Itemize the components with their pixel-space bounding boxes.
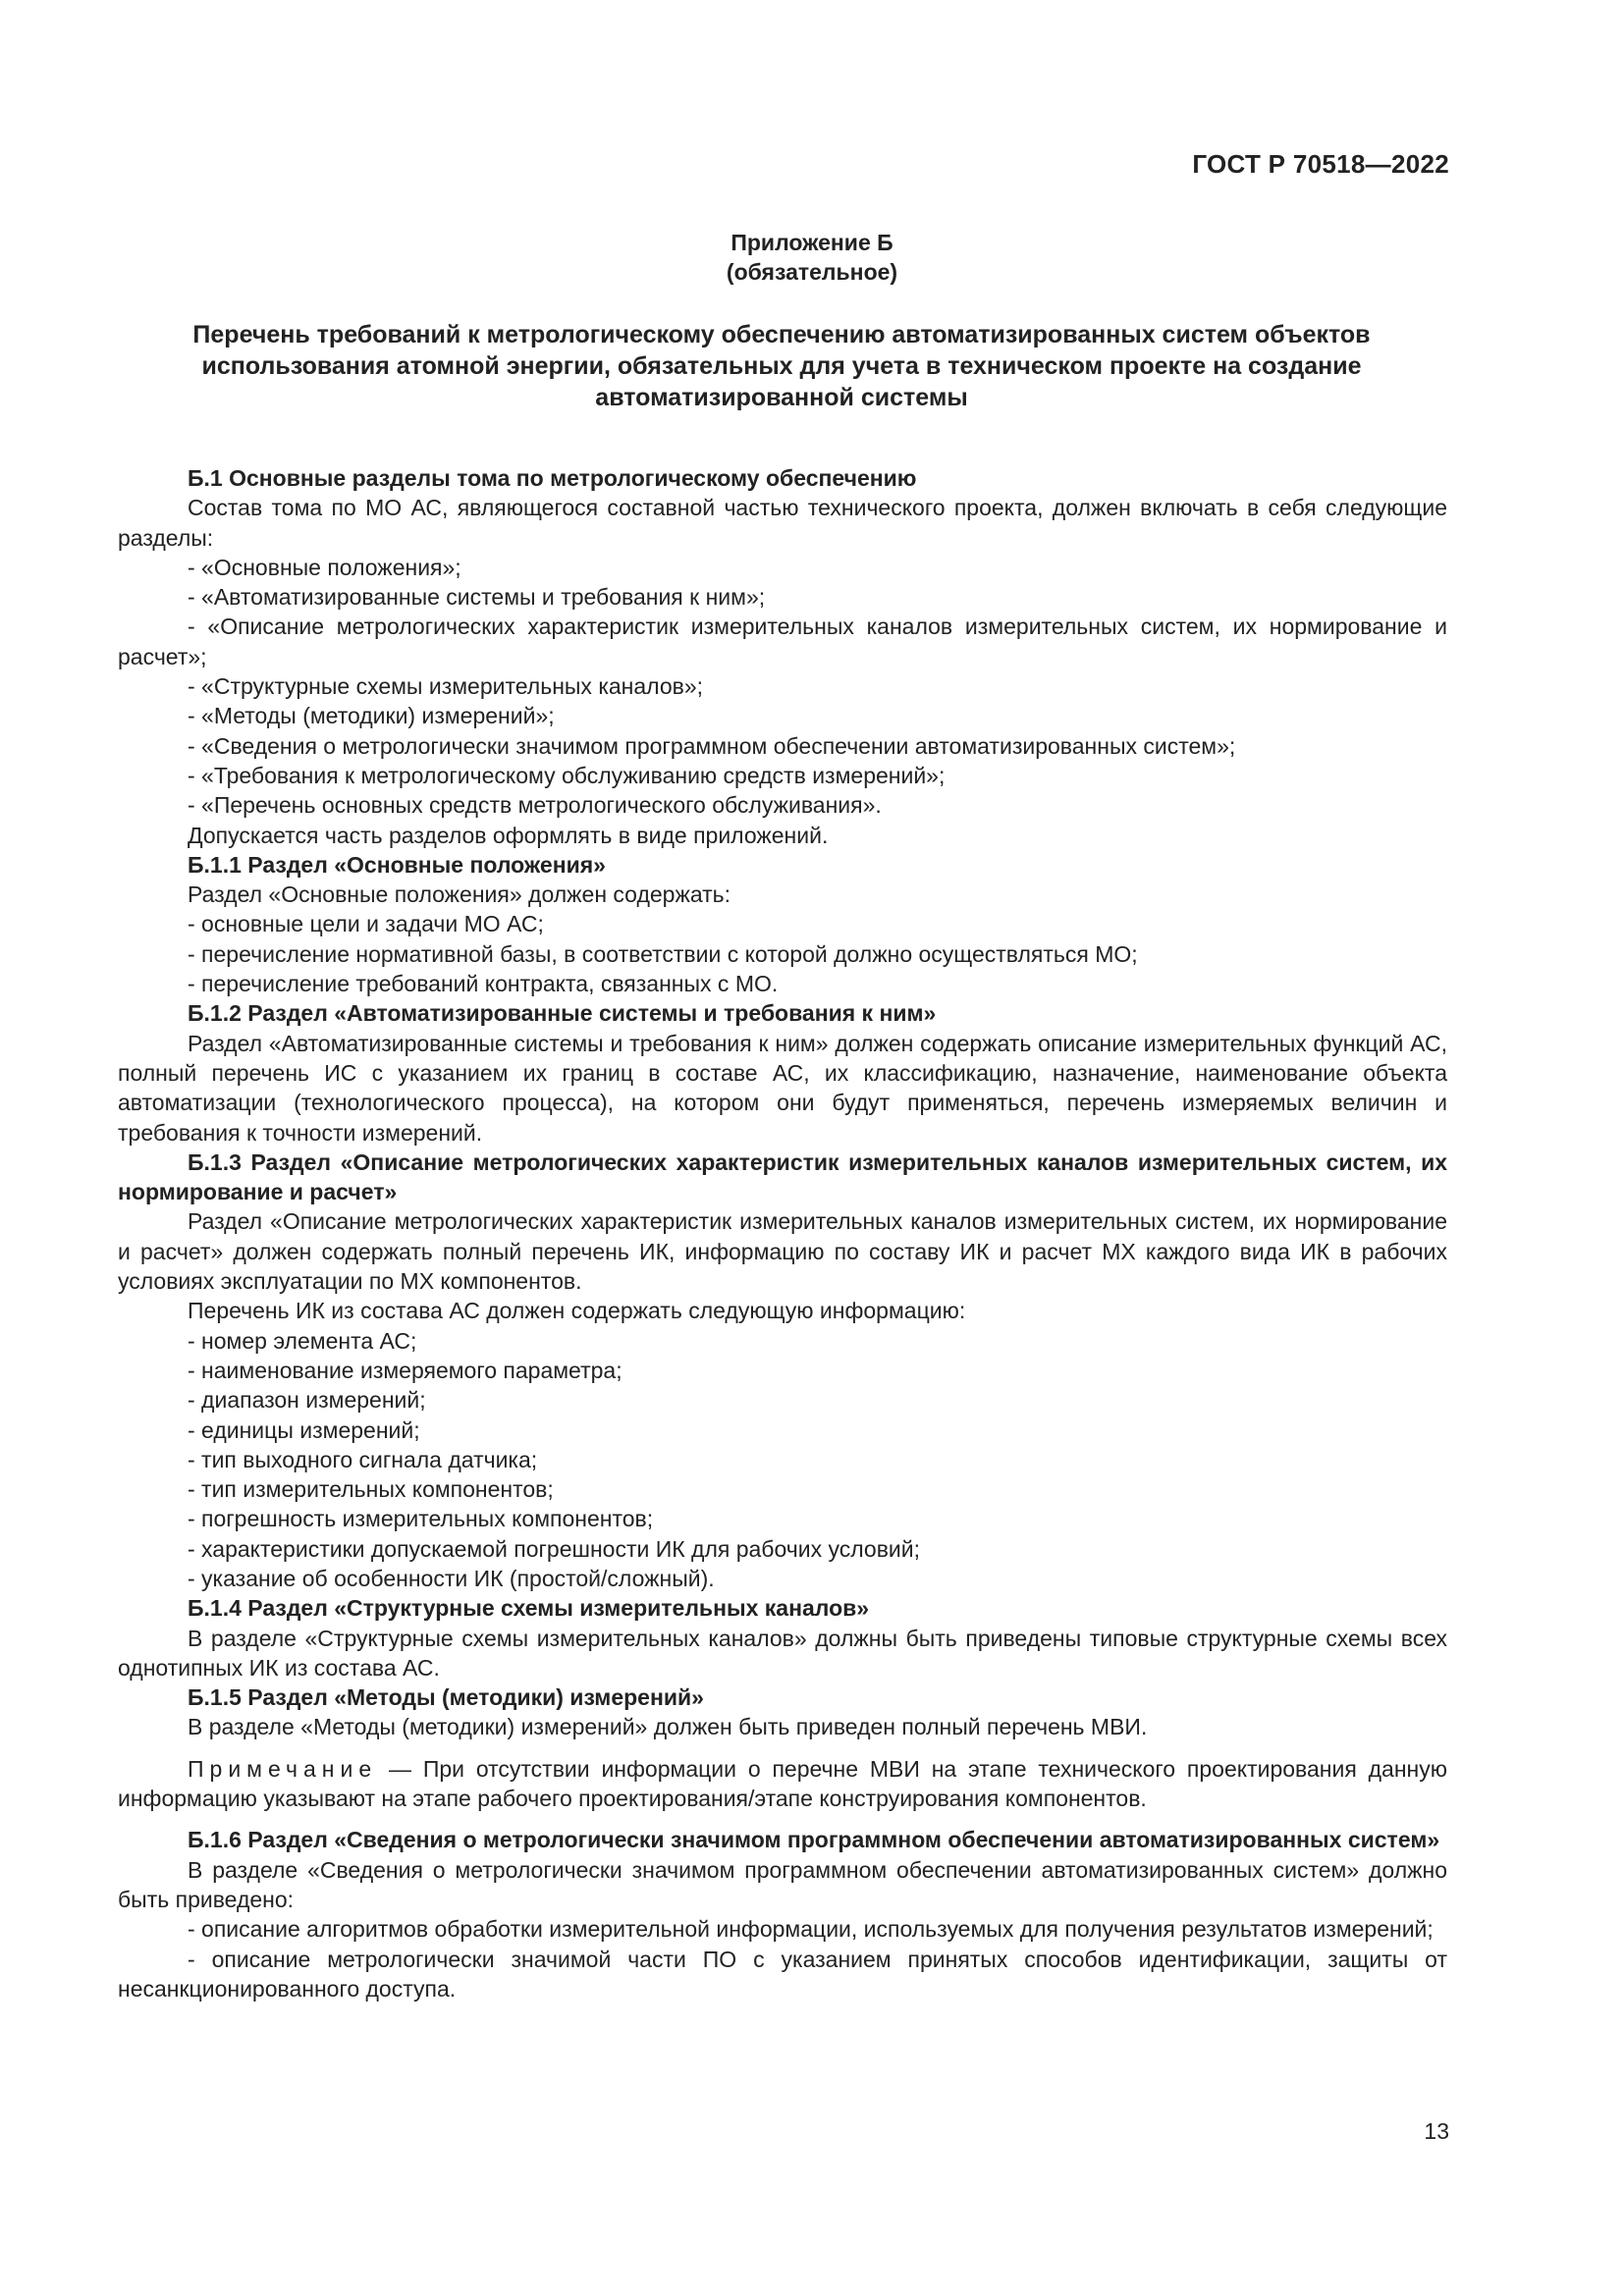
annex-title-line: автоматизированной системы — [595, 384, 968, 411]
list-item: - «Автоматизированные системы и требования к ним»; — [188, 584, 766, 611]
list-item: - «Методы (методики) измерений»; — [188, 703, 555, 729]
annex-name: Приложение Б — [731, 230, 893, 255]
annex-title — [118, 319, 1445, 413]
section-heading: Б.1 Основные разделы тома по метрологическому обеспечению — [188, 465, 917, 491]
list-item: - «Требования к метрологическому обслуживанию средств измерений»; — [188, 762, 946, 788]
list-item: - номер элемента АС; — [188, 1327, 417, 1354]
list-item: - характеристики допускаемой погрешности ИК для рабочих условий; — [188, 1535, 920, 1562]
list-item: - диапазон измерений; — [188, 1387, 426, 1414]
note-text: — При отсутствии информации о перечне МВИ на этапе технического проектирования данную информацию указывают на этапе рабочего проектирования/этапе конструирования компонентов. — [118, 1755, 1447, 1812]
list-item: - перечисление требований контракта, связанных с МО. — [188, 971, 779, 997]
annex-status: (обязательное) — [726, 259, 898, 285]
document-code: ГОСТ Р 70518—2022 — [1192, 149, 1449, 179]
paragraph: В разделе «Структурные схемы измерительных каналов» должны быть приведены типовые структурные схемы всех однотипных ИК из состава АС. — [118, 1625, 1447, 1681]
paragraph: В разделе «Сведения о метрологически значимом программном обеспечении автоматизированных систем» должно быть приведено: — [118, 1856, 1447, 1912]
list-item: - погрешность измерительных компонентов; — [188, 1506, 654, 1532]
list-item: - «Перечень основных средств метрологического обслуживания». — [188, 792, 882, 819]
note — [118, 1754, 1447, 1814]
annex-title-line: Перечень требований к метрологическому обеспечению автоматизированных систем объектов — [192, 321, 1371, 348]
paragraph: В разделе «Методы (методики) измерений» должен быть приведен полный перечень МВИ. — [188, 1714, 1148, 1740]
list-item: - единицы измерений; — [188, 1416, 420, 1443]
note-label: Примечание — [188, 1755, 378, 1782]
section-heading: Б.1.1 Раздел «Основные положения» — [188, 851, 606, 878]
paragraph: Состав тома по МО АС, являющегося составной частью технического проекта, должен включать в себя следующие разделы: — [118, 495, 1447, 551]
list-item: - «Основные положения»; — [188, 554, 461, 580]
paragraph: Раздел «Автоматизированные системы и требования к ним» должен содержать описание измерительных функций АС, полный перечень ИС с указанием их границ в составе АС, их классификацию, назначение, наименование объекта автоматизации (технологического процесса), на котором они будут применяться, перечень измеряемых величин и требования к точности измерений. — [118, 1030, 1447, 1146]
list-item: - описание метрологически значимой части ПО с указанием принятых способов идентификации, защиты от несанкционированного доступа. — [118, 1946, 1447, 2002]
page-number: 13 — [1424, 2118, 1449, 2144]
list-item: - указание об особенности ИК (простой/сложный). — [188, 1565, 715, 1591]
list-item: - «Структурные схемы измерительных каналов»; — [188, 673, 704, 700]
list-item: - описание алгоритмов обработки измерительной информации, используемых для получения результатов измерений; — [188, 1916, 1434, 1943]
paragraph: Перечень ИК из состава АС должен содержать следующую информацию: — [188, 1298, 966, 1324]
section-heading: Б.1.6 Раздел «Сведения о метрологически значимом программном обеспечении автоматизированных систем» — [188, 1827, 1440, 1853]
paragraph: Раздел «Описание метрологических характеристик измерительных каналов измерительных систем, их нормирование и расчет» должен содержать полный перечень ИК, информацию по составу ИК и расчет МХ каждого вида ИК в рабочих условиях эксплуатации по МХ компонентов. — [118, 1208, 1447, 1295]
annex-title-line: использования атомной энергии, обязательных для учета в техническом проекте на создание — [201, 352, 1362, 380]
list-item: - «Описание метрологических характеристик измерительных каналов измерительных систем, их нормирование и расчет»; — [118, 614, 1447, 669]
list-item: - наименование измеряемого параметра; — [188, 1357, 623, 1383]
section-heading: Б.1.2 Раздел «Автоматизированные системы и требования к ним» — [188, 1000, 937, 1027]
paragraph: Допускается часть разделов оформлять в виде приложений. — [188, 822, 829, 848]
document-body — [118, 463, 1447, 2003]
list-item: - тип измерительных компонентов; — [188, 1476, 554, 1503]
list-item: - тип выходного сигнала датчика; — [188, 1446, 538, 1472]
list-item: - перечисление нормативной базы, в соответствии с которой должно осуществляться МО; — [188, 940, 1138, 967]
section-heading: Б.1.5 Раздел «Методы (методики) измерений» — [188, 1684, 704, 1711]
section-heading: Б.1.4 Раздел «Структурные схемы измерительных каналов» — [188, 1595, 870, 1622]
annex-heading — [0, 228, 1624, 287]
list-item: - основные цели и задачи МО АС; — [188, 911, 544, 937]
section-heading: Б.1.3 Раздел «Описание метрологических характеристик измерительных каналов измерительных систем, их нормирование и расчет» — [118, 1148, 1447, 1205]
list-item: - «Сведения о метрологически значимом программном обеспечении автоматизированных систем»; — [188, 732, 1236, 759]
paragraph: Раздел «Основные положения» должен содержать: — [188, 881, 731, 908]
